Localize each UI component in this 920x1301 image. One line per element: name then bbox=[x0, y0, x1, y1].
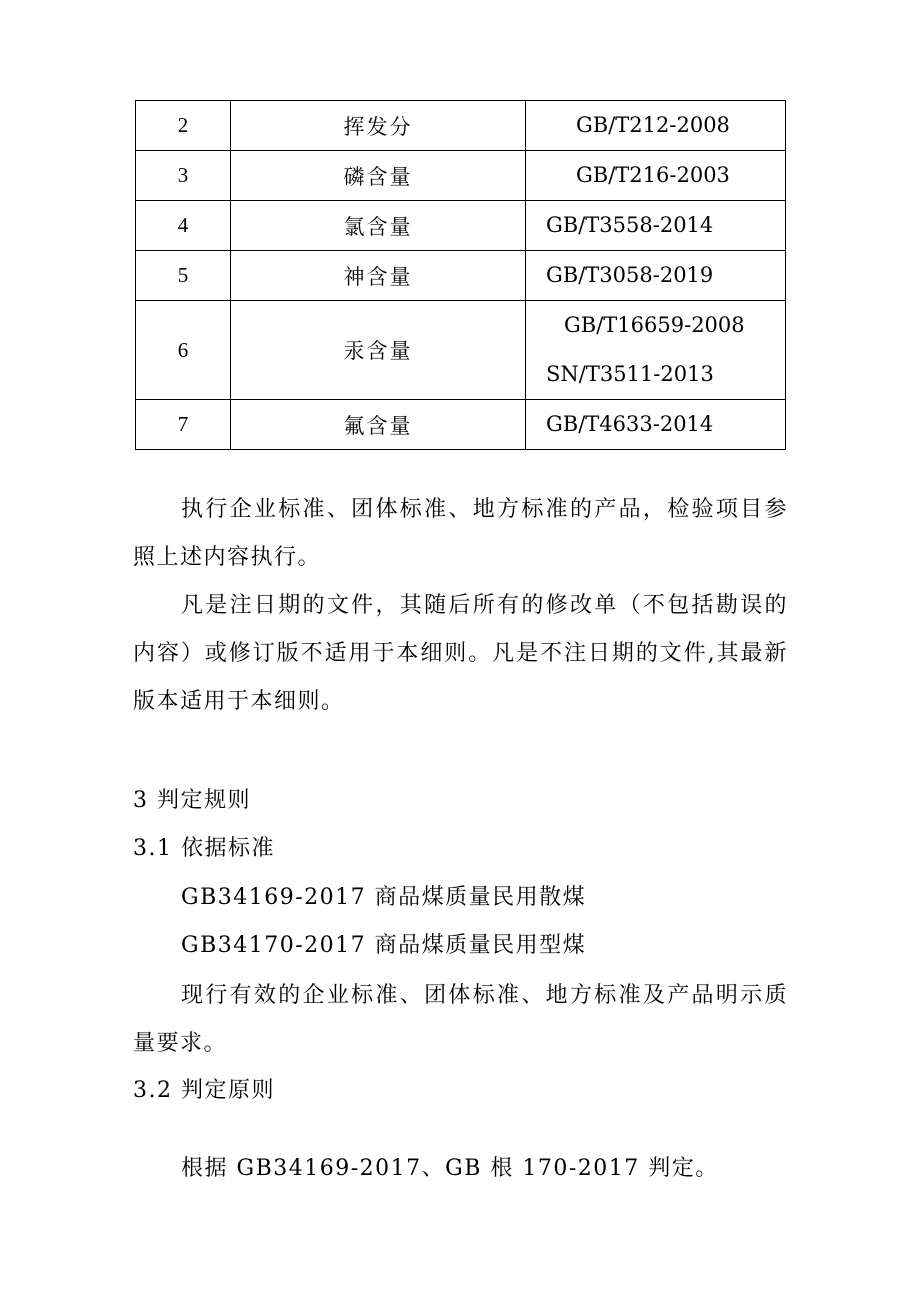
row-number: 4 bbox=[136, 201, 231, 251]
row-number: 3 bbox=[136, 151, 231, 201]
paragraph-dated-references: 凡是注日期的文件，其随后所有的修改单（不包括勘误的内容）或修订版不适用于本细则。凡是不注日期的文件,其最新版本适用于本细则。 bbox=[133, 593, 788, 714]
table-row bbox=[136, 201, 786, 251]
standard-cell bbox=[526, 301, 786, 400]
standard-code: GB/T212-2008 bbox=[576, 113, 730, 137]
table-row bbox=[136, 251, 786, 301]
row-number: 5 bbox=[136, 251, 231, 301]
standard-code: GB/T3058-2019 bbox=[546, 263, 714, 287]
inspection-item: 挥发分 bbox=[231, 101, 526, 151]
standard-cell bbox=[526, 151, 786, 201]
standard-cell bbox=[526, 201, 786, 251]
standard-cell bbox=[526, 400, 786, 450]
row-number: 7 bbox=[136, 400, 231, 450]
table-row bbox=[136, 301, 786, 400]
judgment-principle-text: 根据 GB34169-2017、GB 根 170-2017 判定。 bbox=[181, 1156, 719, 1181]
standard-code: GB/T16659-2008 bbox=[564, 313, 745, 337]
standard-list-item: GB34169-2017 商品煤质量民用散煤 bbox=[181, 885, 587, 910]
inspection-item: 磷含量 bbox=[231, 151, 526, 201]
standard-code: GB/T3558-2014 bbox=[546, 213, 714, 237]
standard-list-item: GB34170-2017 商品煤质量民用型煤 bbox=[181, 933, 587, 958]
inspection-item: 汞含量 bbox=[231, 301, 526, 400]
row-number: 6 bbox=[136, 301, 231, 400]
section-heading: 3 判定规则 bbox=[133, 788, 251, 813]
standard-code: GB/T4633-2014 bbox=[546, 412, 714, 436]
standard-code: GB/T216-2003 bbox=[576, 163, 730, 187]
standard-cell bbox=[526, 101, 786, 151]
row-number: 2 bbox=[136, 101, 231, 151]
inspection-item: 神含量 bbox=[231, 251, 526, 301]
paragraph-scope: 执行企业标准、团体标准、地方标准的产品，检验项目参照上述内容执行。 bbox=[133, 497, 788, 570]
table-row bbox=[136, 101, 786, 151]
standard-cell bbox=[526, 251, 786, 301]
table-row bbox=[136, 400, 786, 450]
standard-code: SN/T3511-2013 bbox=[546, 362, 714, 386]
subsection-heading: 3.2 判定原则 bbox=[133, 1078, 275, 1103]
paragraph-quality-requirements: 现行有效的企业标准、团体标准、地方标准及产品明示质量要求。 bbox=[133, 983, 788, 1056]
subsection-heading: 3.1 依据标准 bbox=[133, 836, 275, 861]
table-row bbox=[136, 151, 786, 201]
inspection-item: 氯含量 bbox=[231, 201, 526, 251]
inspection-item: 氟含量 bbox=[231, 400, 526, 450]
inspection-standards-table bbox=[135, 100, 786, 450]
